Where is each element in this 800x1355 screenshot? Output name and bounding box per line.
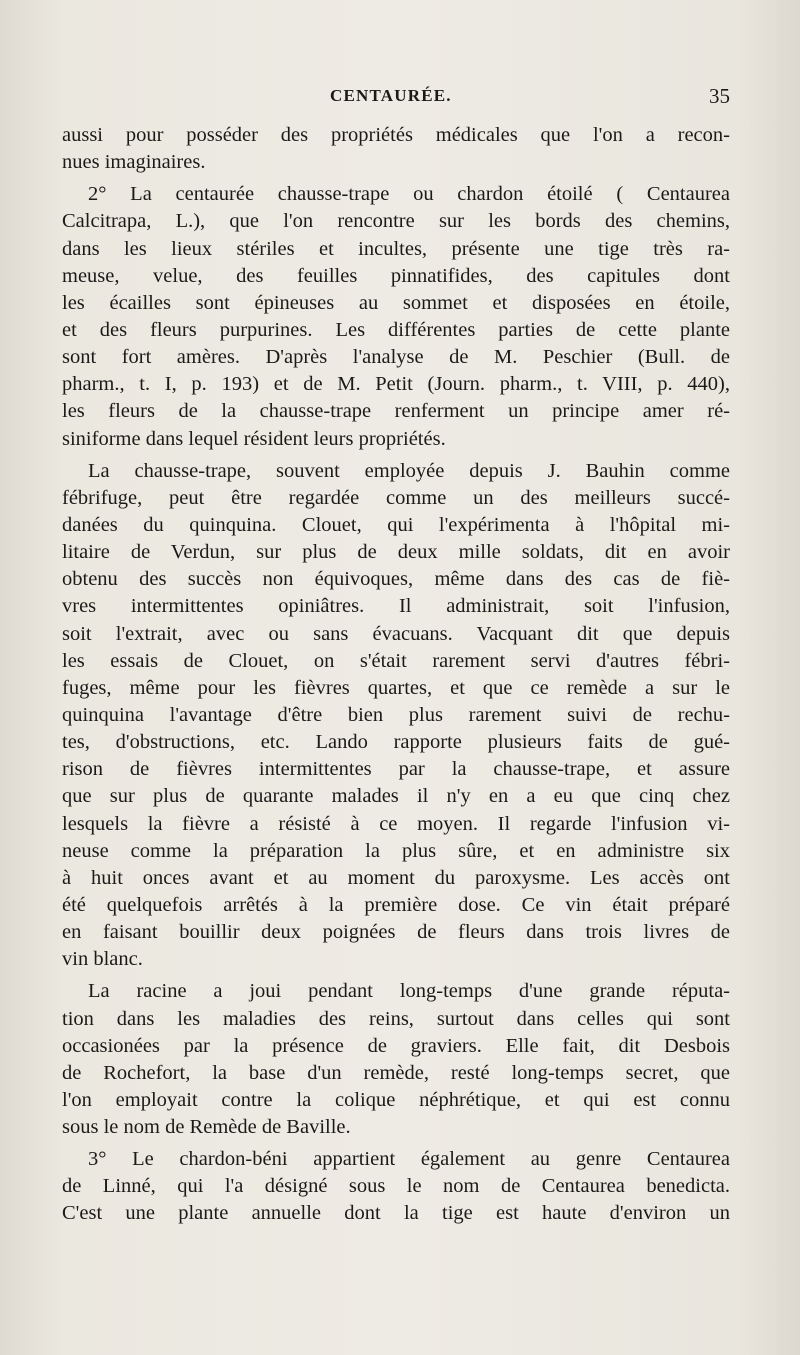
text-line: que sur plus de quarante malades il n'y en a eu que cinq chez: [62, 785, 730, 808]
text-line: sont fort amères. D'après l'analyse de M. Peschier (Bull. de: [62, 346, 730, 369]
text-line: été quelquefois arrêtés à la première dose. Ce vin était préparé: [62, 893, 730, 916]
text-line: fuges, même pour les fièvres quartes, et que ce remède a sur le: [62, 676, 730, 699]
text-line: quinquina l'avantage d'être bien plus rarement suivi de rechu-: [62, 703, 730, 726]
text-line: La chausse-trape, souvent employée depuis J. Bauhin comme: [88, 459, 730, 482]
text-line: meuse, velue, des feuilles pinnatifides, des capitules dont: [62, 264, 730, 287]
running-head: [0, 86, 800, 114]
text-line: vin blanc.: [62, 948, 143, 971]
text-line: tion dans les maladies des reins, surtout dans celles qui sont: [62, 1007, 730, 1030]
text-line: nues imaginaires.: [62, 151, 206, 174]
text-line: 2° La centaurée chausse-trape ou chardon étoilé ( Centaurea: [88, 183, 730, 206]
text-line: sous le nom de Remède de Baville.: [62, 1116, 351, 1139]
text-line: C'est une plante annuelle dont la tige est haute d'environ un: [62, 1202, 730, 1225]
text-line: occasionées par la présence de graviers. Elle fait, dit Desbois: [62, 1034, 730, 1057]
running-title: CENTAURÉE.: [330, 86, 452, 105]
text-line: rison de fièvres intermittentes par la chausse-trape, et assure: [62, 758, 730, 781]
text-line: La racine a joui pendant long-temps d'une grande réputa-: [88, 980, 730, 1003]
text-line: obtenu des succès non équivoques, même dans des cas de fiè-: [62, 568, 730, 591]
text-line: neuse comme la préparation la plus sûre, et en administre six: [62, 839, 730, 862]
page-number: 35: [709, 84, 730, 108]
text-line: aussi pour posséder des propriétés médicales que l'on a recon-: [62, 124, 730, 146]
text-line: les essais de Clouet, on s'était rarement servi d'autres fébri-: [62, 649, 730, 672]
text-line: à huit onces avant et au moment du paroxysme. Les accès ont: [62, 866, 730, 889]
text-line: lesquels la fièvre a résisté à ce moyen. Il regarde l'infusion vi-: [62, 812, 730, 835]
text-line: en faisant bouillir deux poignées de fleurs dans trois livres de: [62, 921, 730, 944]
text-line: vres intermittentes opiniâtres. Il administrait, soit l'infusion,: [62, 595, 730, 618]
text-line: soit l'extrait, avec ou sans évacuans. Vacquant dit que depuis: [62, 622, 730, 645]
text-line: l'on employait contre la colique néphrétique, et qui est connu: [62, 1088, 730, 1111]
text-line: siniforme dans lequel résident leurs propriétés.: [62, 427, 446, 450]
text-line: et des fleurs purpurines. Les différentes parties de cette plante: [62, 318, 730, 341]
text-line: de Rochefort, la base d'un remède, resté long-temps secret, que: [62, 1061, 730, 1084]
text-line: Calcitrapa, L.), que l'on rencontre sur les bords des chemins,: [62, 210, 730, 233]
text-line: pharm., t. I, p. 193) et de M. Petit (Journ. pharm., t. VIII, p. 440),: [62, 373, 730, 396]
text-line: de Linné, qui l'a désigné sous le nom de Centaurea benedicta.: [62, 1175, 730, 1198]
text-line: dans les lieux stériles et incultes, présente une tige très ra-: [62, 237, 730, 260]
text-line: les fleurs de la chausse-trape renferment un principe amer ré-: [62, 400, 730, 423]
text-line: litaire de Verdun, sur plus de deux mille soldats, dit en avoir: [62, 541, 730, 564]
text-line: les écailles sont épineuses au sommet et disposées en étoile,: [62, 291, 730, 314]
text-line: danées du quinquina. Clouet, qui l'expérimenta à l'hôpital mi-: [62, 513, 730, 536]
text-line: 3° Le chardon-béni appartient également au genre Centaurea: [88, 1148, 730, 1171]
text-line: tes, d'obstructions, etc. Lando rapporte plusieurs faits de gué-: [62, 731, 730, 754]
text-line: fébrifuge, peut être regardée comme un des meilleurs succé-: [62, 486, 730, 509]
body-text: [62, 122, 730, 1228]
